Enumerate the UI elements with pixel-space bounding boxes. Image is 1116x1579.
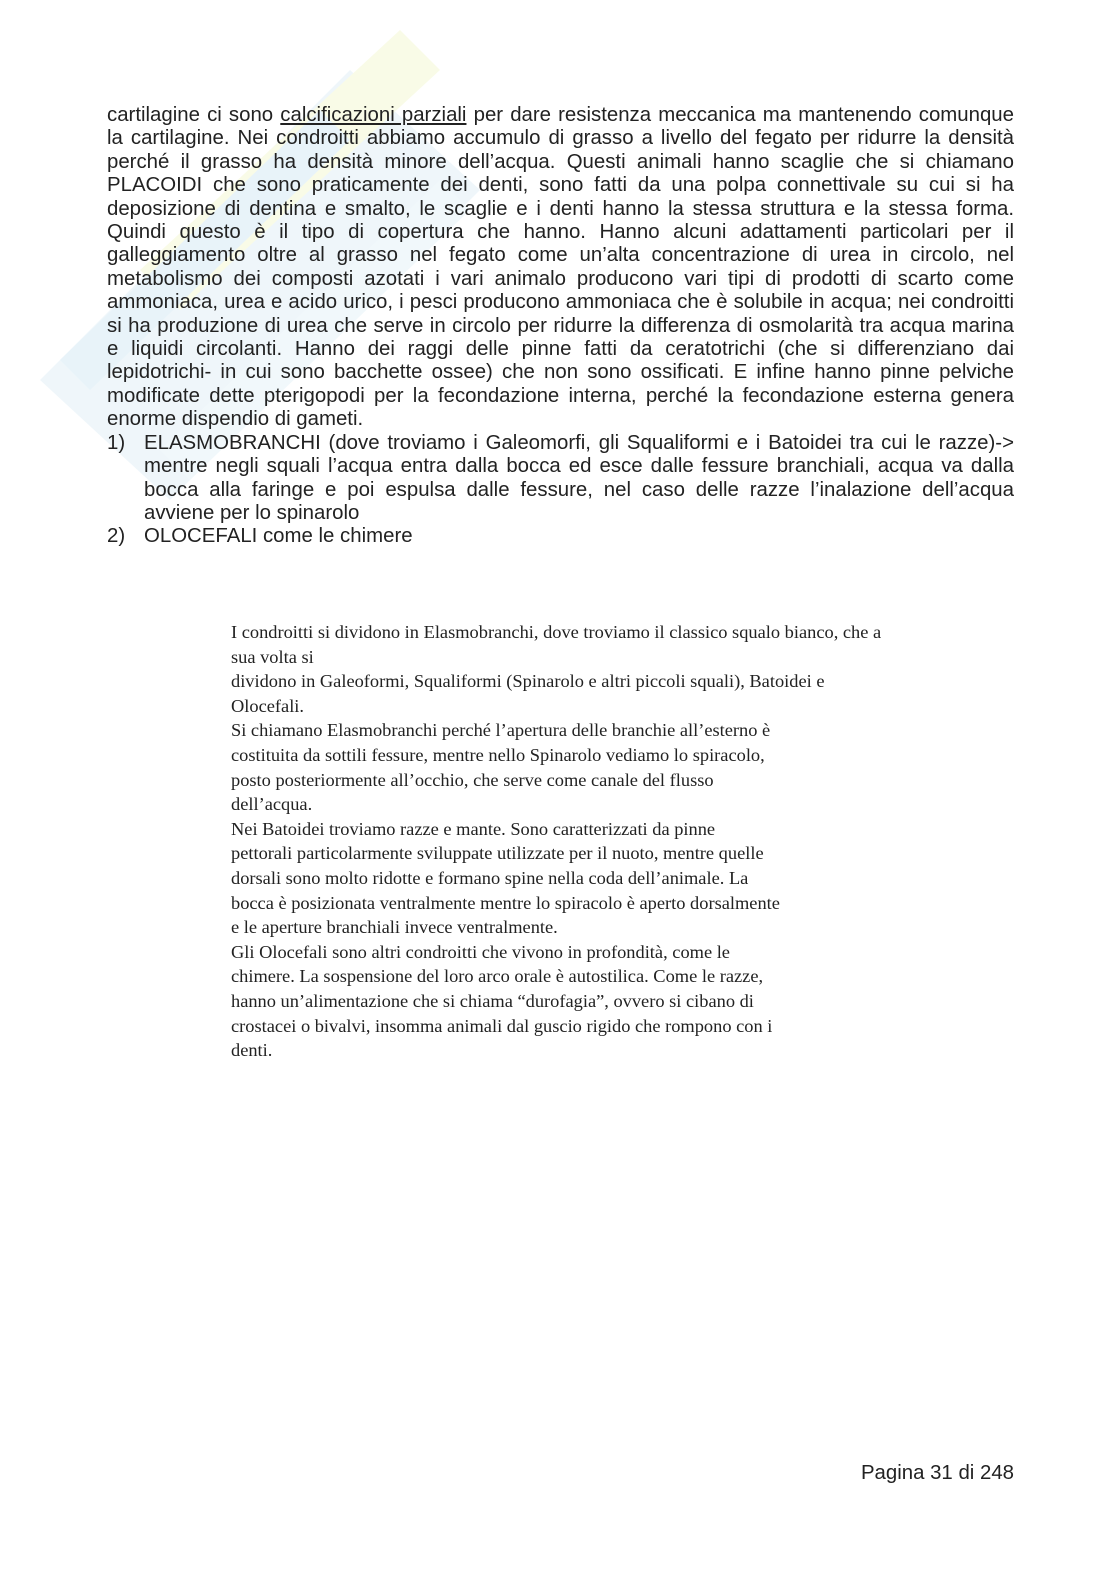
list-item [107,525,1014,548]
quote-line: posto posteriormente all’occhio, che serve come canale del flusso [231,769,714,790]
underlined-term: calcificazioni parziali [280,104,467,126]
page-number: Pagina 31 di 248 [860,1462,1014,1484]
quote-line: Nei Batoidei troviamo razze e mante. Sono caratterizzati da pinne [231,818,716,839]
quote-line: crostacei o bivalvi, insomma animali dal guscio rigido che rompono con i [231,1015,773,1036]
quote-line: sua volta si [231,646,314,667]
quote-line: chimere. La sospensione del loro arco orale è autostilica. Come le razze, [231,966,764,987]
quote-line: bocca è posizionata ventralmente mentre lo spiracolo è aperto dorsalmente [231,892,780,913]
list-item-text: OLOCEFALI come le chimere [144,525,413,548]
numbered-list [107,432,1014,549]
body-paragraph: cartilagine ci sono calcificazioni parziali per dare resistenza meccanica ma mantenendo comunque la cartilagine. Nei condroitti abbiamo accumulo di grasso a livello del fegato per ridurre la densità perché il grasso ha densità minore dell’acqua. Questi animali hanno scaglie che si chiamano PLACOIDI che sono praticamente dei denti, sono fatti da una polpa connettivale su cui si ha deposizione di dentina e smalto, le scaglie e i denti hanno la stessa struttura e la stessa forma. Quindi questo è il tipo di copertura che hanno. Hanno alcuni adattamenti particolari per il galleggiamento oltre al grasso nel fegato come un’alta concentrazione di urea in circolo, nel metabolismo dei composti azotati i vari animalo producono vari tipi di prodotti di scarto come ammoniaca, urea e acido urico, i pesci producono ammoniaca che è solubile in acqua; nei condroitti si ha produzione di urea che serve in circolo per ridurre la differenza di osmolarità tra acqua marina e liquidi circolanti. Hanno dei raggi delle pinne fatti da ceratotrichi (che si differenziano dai lepidotrichi- in cui sono bacchette ossee) che non sono ossificati. E infine hanno pinne pelviche modificate dette pterigopodi per la fecondazione interna, perché la fecondazione esterna genera enorme dispendio di gameti. [107,104,1014,431]
quote-line: Olocefali. [231,695,305,716]
main-text [107,104,1014,549]
list-number: 2) [107,525,126,548]
list-item [107,432,1014,526]
quote-line: pettorali particolarmente sviluppate utilizzate per il nuoto, mentre quelle [231,843,764,864]
quote-line: denti. [231,1040,273,1061]
list-number: 1) [107,431,126,454]
quote-line: Gli Olocefali sono altri condroitti che vivono in profondità, come le [231,941,730,962]
quote-line: dorsali sono molto ridotte e formano spine nella coda dell’animale. La [231,867,749,888]
quote-line: costituita da sottili fessure, mentre nello Spinarolo vediamo lo spiracolo, [231,744,765,765]
quote-line: dell’acqua. [231,794,313,815]
quote-line: hanno un’alimentazione che si chiama “durofagia”, ovvero si cibano di [231,990,754,1011]
list-item-text: ELASMOBRANCHI (dove troviamo i Galeomorfi, gli Squaliformi e i Batoidei tra cui le razze)-> mentre negli squali l’acqua entra dalla bocca ed esce dalle fessure branchiali, acqua va dalla bocca alla faringe e poi espulsa dalle fessure, nel caso delle razze l’inalazione dell’acqua avviene per lo spinarolo [144,431,1014,524]
quote-line: I condroitti si dividono in Elasmobranchi, dove troviamo il classico squalo bianco, che a [231,622,882,642]
quote-line: e le aperture branchiali invece ventralmente. [231,917,558,938]
quoted-block [231,620,1011,1063]
quote-line: dividono in Galeoformi, Squaliformi (Spinarolo e altri piccoli squali), Batoidei e [231,671,825,692]
quote-line: Si chiamano Elasmobranchi perché l’apertura delle branchie all’esterno è [231,720,771,741]
